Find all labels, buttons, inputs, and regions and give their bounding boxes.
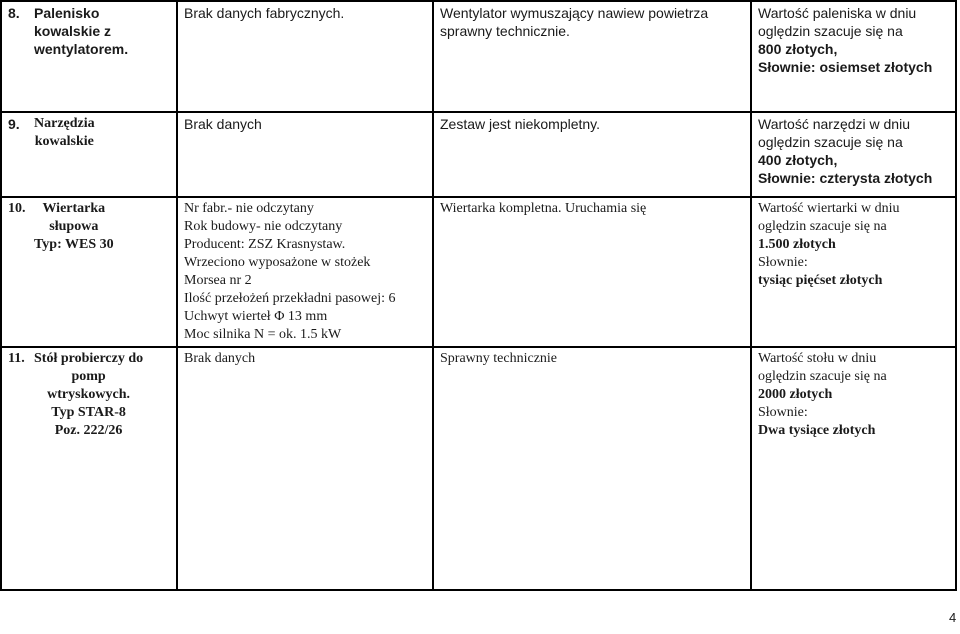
item-name-line: Stół probierczy do [34, 351, 144, 366]
item-name-cell [1, 347, 177, 590]
value-amount: 1.500 złotych [758, 237, 836, 252]
item-number: 10. [8, 201, 26, 216]
item-name-line: wtryskowych. [47, 387, 130, 402]
item-name-line: Wiertarka [42, 201, 106, 216]
item-name-line: słupowa [49, 219, 99, 234]
value-cell [751, 1, 956, 112]
description-cell [177, 347, 433, 590]
description-cell [177, 1, 433, 112]
description-line: Morsea nr 2 [184, 273, 252, 288]
value-cell [751, 197, 956, 347]
description-cell [177, 197, 433, 347]
value-line: Wartość paleniska w dniu [758, 5, 917, 21]
description-line: Ilość przełożeń przekładni pasowej: 6 [184, 291, 396, 306]
description-line: Producent: ZSZ Krasnystaw. [184, 237, 346, 252]
condition-line: sprawny technicznie. [440, 23, 570, 39]
value-line: oględzin szacuje się na [758, 219, 887, 234]
item-name-line: wentylatorem. [34, 41, 129, 57]
condition-line: Zestaw jest niekompletny. [440, 116, 601, 132]
value-in-words: tysiąc pięćset złotych [758, 273, 883, 288]
table-row [1, 1, 956, 112]
value-cell [751, 347, 956, 590]
item-name-line: Poz. 222/26 [54, 423, 123, 438]
condition-line: Wentylator wymuszający nawiew powietrza [440, 5, 709, 21]
value-line: oględzin szacuje się na [758, 134, 903, 150]
description-line: Wrzeciono wyposażone w stożek [184, 255, 371, 270]
description-line: Rok budowy- nie odczytany [184, 219, 343, 234]
value-amount: 800 złotych, [758, 41, 838, 57]
item-name-cell [1, 1, 177, 112]
page-number: 4 [949, 610, 957, 625]
item-number: 11. [8, 351, 25, 366]
condition-cell [433, 1, 751, 112]
item-name-line: kowalskie [34, 134, 94, 149]
item-name-line: Palenisko [34, 5, 100, 21]
item-name-line: Typ STAR-8 [51, 405, 126, 420]
item-number: 8. [8, 5, 20, 21]
description-line: Brak danych [184, 351, 256, 366]
value-in-words: Słownie: czterysta złotych [758, 170, 933, 186]
description-line: Moc silnika N = ok. 1.5 kW [184, 327, 342, 342]
condition-cell [433, 112, 751, 197]
description-line: Brak danych fabrycznych. [184, 5, 345, 21]
description-line: Uchwyt wierteł Φ 13 mm [184, 309, 328, 324]
description-line: Brak danych [184, 116, 262, 132]
item-name-line: pomp [71, 369, 106, 384]
value-line: oględzin szacuje się na [758, 369, 887, 384]
condition-cell [433, 347, 751, 590]
condition-line: Wiertarka kompletna. Uruchamia się [440, 201, 647, 216]
table-row [1, 112, 956, 197]
value-line: oględzin szacuje się na [758, 23, 903, 39]
value-line: Wartość narzędzi w dniu [758, 116, 910, 132]
value-line: Słownie: [758, 255, 808, 270]
value-in-words: Dwa tysiące złotych [758, 423, 876, 438]
value-line: Słownie: [758, 405, 808, 420]
item-name-cell [1, 112, 177, 197]
value-amount: 400 złotych, [758, 152, 838, 168]
value-line: Wartość stołu w dniu [758, 351, 877, 366]
condition-line: Sprawny technicznie [440, 351, 558, 366]
value-cell [751, 112, 956, 197]
value-in-words: Słownie: osiemset złotych [758, 59, 933, 75]
condition-cell [433, 197, 751, 347]
description-cell [177, 112, 433, 197]
table-row [1, 347, 956, 590]
item-number: 9. [8, 116, 20, 132]
description-line: Nr fabr.- nie odczytany [184, 201, 314, 216]
item-name-cell [1, 197, 177, 347]
item-name-line: Narzędzia [34, 116, 95, 131]
value-amount: 2000 złotych [758, 387, 833, 402]
table-row [1, 197, 956, 347]
item-name-line: kowalskie z [34, 23, 112, 39]
value-line: Wartość wiertarki w dniu [758, 201, 900, 216]
item-name-line: Typ: WES 30 [34, 237, 114, 252]
